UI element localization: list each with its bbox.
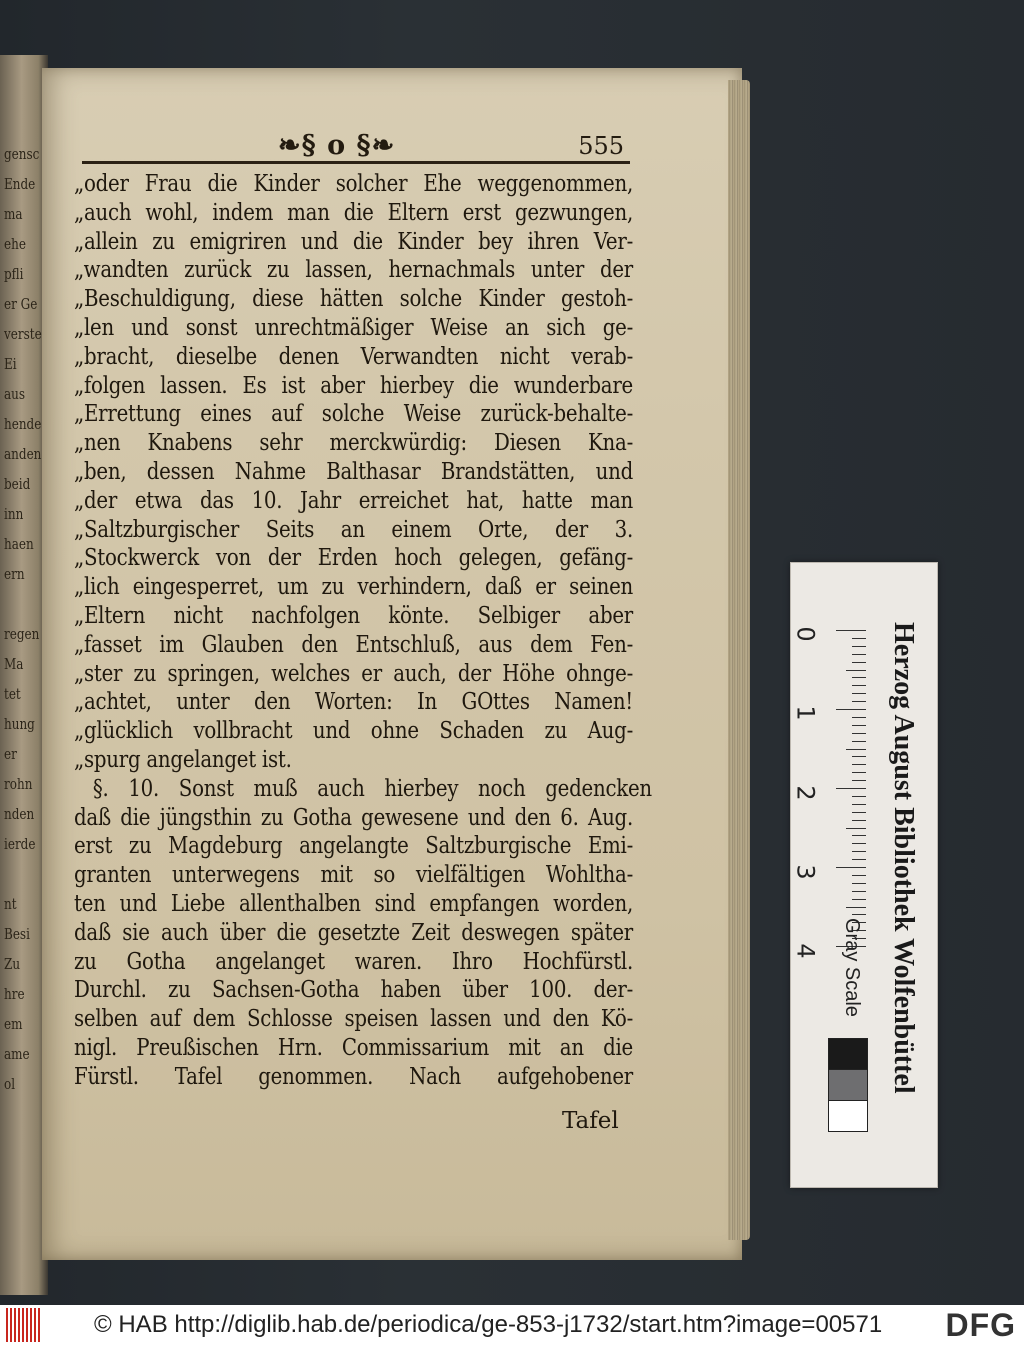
text-line: „bracht, dieselbe denen Verwandten nicht verab-: [74, 343, 633, 370]
ruler-tick: [836, 867, 866, 868]
ruler-tick: [852, 725, 866, 726]
facing-page-fragment: hung: [4, 715, 35, 733]
facing-page-fragment: ame: [4, 1045, 30, 1063]
page-block-edges: [728, 80, 750, 1240]
facing-page-fragment: beid: [4, 475, 31, 493]
facing-page-fragment: nden: [4, 805, 35, 823]
ruler-tick: [852, 646, 866, 647]
text-line: „glücklich vollbracht und ohne Schaden zu Aug-: [74, 718, 633, 745]
text-line: nigl. Preußischen Hrn. Commissarium mit an die: [74, 1034, 633, 1061]
ruler-tick: [852, 764, 866, 765]
facing-page-fragment: Besi: [4, 925, 30, 943]
text-line: „Beschuldigung, diese hätten solche Kinder gestoh-: [74, 286, 633, 313]
ruler-tick: [852, 654, 866, 655]
ruler-tick: [852, 677, 866, 678]
ruler-tick: [846, 749, 866, 750]
scale-number: 3: [791, 864, 820, 880]
copyright-url[interactable]: © HAB http://diglib.hab.de/periodica/ge-853-j1732/start.htm?image=00571: [94, 1311, 883, 1338]
ruler-tick: [852, 662, 866, 663]
ruler-tick: [852, 780, 866, 781]
facing-page-fragment: ol: [4, 1075, 16, 1093]
ruler-tick: [852, 796, 866, 797]
facing-page-fragment: em: [4, 1015, 23, 1033]
facing-page-fragment: verste: [4, 325, 42, 343]
ruler-tick: [852, 914, 866, 915]
ruler-tick: [852, 891, 866, 892]
ruler-tick: [852, 733, 866, 734]
text-line: granten unterwegens mit so vielfältigen Wohltha-: [74, 862, 633, 889]
gray-scale-label: Gray Scale: [841, 918, 863, 1017]
text-line: ten und Liebe allenthalben sind empfangen worden,: [74, 890, 633, 917]
text-line: Durchl. zu Sachsen-Gotha haben über 100. der-: [74, 977, 633, 1004]
ruler-tick: [852, 835, 866, 836]
ruler-tick: [836, 788, 866, 789]
page-number: 555: [578, 132, 624, 160]
ruler-tick: [852, 772, 866, 773]
facing-page-fragment: inn: [4, 505, 24, 523]
facing-page-fragment: Ei: [4, 355, 17, 373]
scale-number: 2: [791, 785, 820, 801]
text-line: erst zu Magdeburg angelangte Saltzburgische Emi-: [74, 833, 633, 860]
text-line: „allein zu emigriren und die Kinder bey ihren Ver-: [74, 228, 633, 255]
ruler-tick: [852, 812, 866, 813]
text-line: „Errettung eines auf solche Weise zurück-behalte-: [74, 401, 633, 428]
ruler-tick: [846, 670, 866, 671]
scale-number: 0: [791, 626, 820, 642]
text-line: „nen Knabens sehr merckwürdig: Diesen Kna-: [74, 430, 633, 457]
facing-page-fragment: pfli: [4, 265, 24, 283]
facing-page-fragment: ierde: [4, 835, 36, 853]
text-line: §. 10. Sonst muß auch hierbey noch gedencken: [92, 775, 652, 802]
text-line: zu Gotha angelanget waren. Ihro Hochfürstl.: [74, 948, 633, 975]
text-line: „fasset im Glauben den Entschluß, aus dem Fen-: [74, 631, 633, 658]
text-line: „auch wohl, indem man die Eltern erst gezwungen,: [74, 199, 633, 226]
text-line: „len und sonst unrechtmäßiger Weise an sich ge-: [74, 314, 633, 341]
facing-page-fragment: Zu: [4, 955, 21, 973]
text-line: daß sie auch über die gesetzte Zeit deswegen später: [74, 919, 633, 946]
scale-number: 1: [791, 705, 820, 721]
facing-page-fragment: ern: [4, 565, 25, 583]
facing-page-fragment: anden: [4, 445, 42, 463]
ruler-tick: [852, 820, 866, 821]
facing-page-fragment: er Ge: [4, 295, 38, 313]
facing-page-fragment: aus: [4, 385, 26, 403]
ruler-tick: [852, 693, 866, 694]
ruler-tick: [846, 907, 866, 908]
facing-page-fragment: hre: [4, 985, 25, 1003]
text-line: Fürstl. Tafel genommen. Nach aufgehobener: [74, 1063, 633, 1090]
facing-page-fragment: gensc: [4, 145, 40, 163]
ruler-tick: [852, 717, 866, 718]
facing-page-fragment: tet: [4, 685, 21, 703]
text-line: „Stockwerck von der Erden hoch gelegen, gefäng-: [74, 545, 633, 572]
facing-page-fragment: Ende: [4, 175, 36, 193]
text-line: „der etwa das 10. Jahr erreichet hat, hatte man: [74, 487, 633, 514]
text-line: selben auf dem Schlosse speisen lassen und den Kö-: [74, 1006, 633, 1033]
text-line: „spurg angelanget ist.: [74, 746, 292, 773]
text-line: „lich eingesperret, um zu verhindern, daß er seinen: [74, 574, 633, 601]
facing-page-fragment: er: [4, 745, 17, 763]
gray-swatch: [828, 1100, 868, 1132]
header-ornament: ❧§ o §❧: [278, 130, 396, 161]
facing-page-fragment: Ma: [4, 655, 24, 673]
ruler-tick: [852, 851, 866, 852]
hab-logo-icon: [6, 1308, 40, 1342]
gray-swatch: [828, 1069, 868, 1101]
facing-page-fragment: regen: [4, 625, 40, 643]
ruler-tick: [836, 709, 866, 710]
page-text: [74, 170, 652, 1092]
ruler-tick: [852, 701, 866, 702]
library-name: Herzog August Bibliothek Wolfenbüttel: [888, 622, 919, 1094]
ruler-tick: [852, 756, 866, 757]
ruler-tick: [852, 875, 866, 876]
facing-page-edge: [0, 55, 48, 1295]
header-rule: [82, 161, 630, 164]
text-line: „Eltern nicht nachfolgen könte. Selbiger aber: [74, 602, 633, 629]
facing-page-fragment: nt: [4, 895, 17, 913]
facing-page-fragment: haen: [4, 535, 34, 553]
ruler-tick: [852, 804, 866, 805]
text-line: „wandten zurück zu lassen, hernachmals unter der: [74, 257, 633, 284]
scale-number: 4: [791, 943, 820, 960]
dfg-logo: DFG: [945, 1307, 1016, 1343]
text-line: „folgen lassen. Es ist aber hierbey die wunderbare: [74, 372, 633, 399]
facing-page-fragment: hende: [4, 415, 42, 433]
facing-page-fragment: rohn: [4, 775, 33, 793]
page-header: [80, 128, 630, 164]
text-line: „achtet, unter den Worten: In GOttes Namen!: [74, 689, 633, 716]
ruler-tick: [846, 828, 866, 829]
ruler-tick: [852, 741, 866, 742]
gray-swatch: [828, 1038, 868, 1070]
text-line: „Saltzburgischer Seits an einem Orte, der 3.: [74, 516, 633, 543]
facing-page-fragment: ehe: [4, 235, 26, 253]
ruler-tick: [852, 685, 866, 686]
ruler-tick: [852, 859, 866, 860]
text-line: daß die jüngsthin zu Gotha gewesene und den 6. Aug.: [74, 804, 633, 831]
ruler-tick: [852, 638, 866, 639]
text-line: „ben, dessen Nahme Balthasar Brandstätten, und: [74, 458, 633, 485]
facing-page-fragment: ma: [4, 205, 23, 223]
ruler-tick: [836, 630, 866, 631]
footer-bar: [0, 1305, 1024, 1346]
ruler-tick: [852, 843, 866, 844]
ruler-tick: [852, 883, 866, 884]
text-line: „oder Frau die Kinder solcher Ehe weggenommen,: [74, 171, 633, 197]
text-line: „ster zu springen, welches er auch, der Höhe ohnge-: [74, 660, 633, 687]
ruler-tick: [852, 899, 866, 900]
catchword: Tafel: [562, 1108, 619, 1134]
